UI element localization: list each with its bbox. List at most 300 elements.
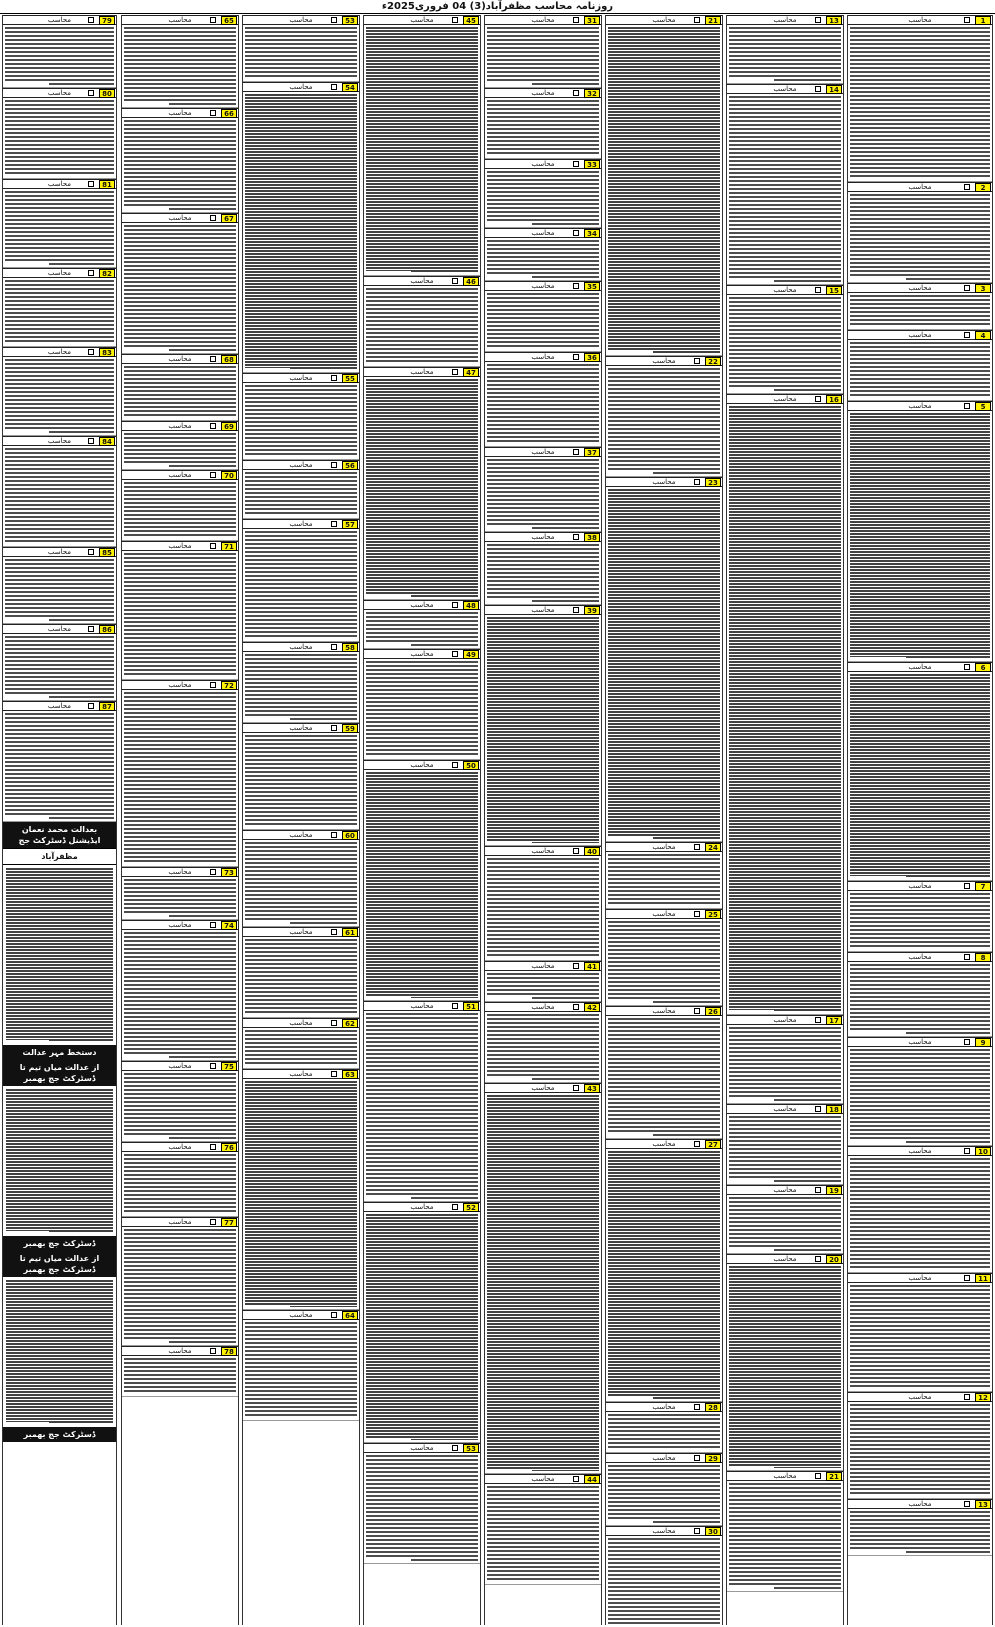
classified-ad xyxy=(848,952,992,1037)
ad-title: محاسب xyxy=(410,761,434,769)
ad-title: محاسب xyxy=(773,1186,797,1194)
ad-number-badge: 13 xyxy=(826,16,842,25)
ad-title: محاسب xyxy=(773,286,797,294)
ad-body-text xyxy=(606,1149,722,1401)
ad-number-badge: 73 xyxy=(221,868,237,877)
ad-header xyxy=(485,532,601,542)
ad-title: محاسب xyxy=(168,355,192,363)
text-lines xyxy=(850,1158,990,1270)
square-icon xyxy=(964,285,970,291)
ad-header xyxy=(122,15,238,25)
square-icon xyxy=(210,356,216,362)
square-icon xyxy=(88,270,94,276)
ad-number-badge: 80 xyxy=(99,89,115,98)
ad-title: محاسب xyxy=(908,1500,932,1508)
classified-ad xyxy=(3,547,116,624)
ad-number-badge: 40 xyxy=(584,847,600,856)
masthead: روزنامہ محاسب مظفرآباد(3) 04 فروری2025ء xyxy=(0,0,995,14)
ad-header xyxy=(485,159,601,169)
ad-body-text xyxy=(848,340,992,400)
square-icon xyxy=(210,215,216,221)
classified-ad xyxy=(243,642,359,723)
classified-ad xyxy=(122,470,238,541)
ad-body-text xyxy=(364,377,480,599)
ad-number-badge: 78 xyxy=(221,1347,237,1356)
ad-number-badge: 76 xyxy=(221,1143,237,1152)
ad-body-text xyxy=(848,1283,992,1391)
ad-header xyxy=(243,1069,359,1079)
ad-header xyxy=(122,108,238,118)
ad-header xyxy=(122,867,238,877)
square-icon xyxy=(88,349,94,355)
ad-header xyxy=(606,1402,722,1412)
ad-title: محاسب xyxy=(652,910,676,918)
classified-ad xyxy=(3,268,116,347)
ad-number-badge: 53 xyxy=(342,16,358,25)
square-icon xyxy=(964,332,970,338)
ad-number-badge: 54 xyxy=(342,83,358,92)
square-icon xyxy=(88,549,94,555)
classified-ad xyxy=(122,680,238,867)
classified-ad xyxy=(848,15,992,182)
square-icon xyxy=(210,1063,216,1069)
ad-number-badge: 14 xyxy=(826,85,842,94)
classified-ad xyxy=(485,846,601,961)
classified-ad xyxy=(606,1006,722,1139)
classified-ad xyxy=(3,701,116,822)
ad-header xyxy=(364,276,480,286)
square-icon xyxy=(815,17,821,23)
ad-body-text xyxy=(243,1320,359,1420)
ad-number-badge: 58 xyxy=(342,643,358,652)
text-lines xyxy=(729,96,841,282)
ad-number-badge: 44 xyxy=(584,1475,600,1484)
ad-body-text xyxy=(727,1481,843,1591)
ad-header xyxy=(848,15,992,25)
ad-number-badge: 55 xyxy=(342,374,358,383)
square-icon xyxy=(452,278,458,284)
ad-header xyxy=(122,1142,238,1152)
ad-body-text xyxy=(122,551,238,679)
ad-title: محاسب xyxy=(773,1472,797,1480)
square-icon xyxy=(815,396,821,402)
ad-body-text xyxy=(122,480,238,540)
square-icon xyxy=(210,110,216,116)
ad-body-text xyxy=(606,919,722,1005)
ad-title: محاسب xyxy=(47,16,72,24)
classified-ad xyxy=(848,330,992,401)
square-icon xyxy=(573,848,579,854)
ad-number-badge: 87 xyxy=(99,702,115,711)
ad-body-text xyxy=(485,291,601,351)
ad-header xyxy=(485,961,601,971)
text-lines xyxy=(124,932,236,1058)
classified-ad xyxy=(727,84,843,285)
ad-title: محاسب xyxy=(652,1140,676,1148)
ad-title: محاسب xyxy=(289,928,313,936)
ad-body-text xyxy=(122,1356,238,1396)
ad-body-text xyxy=(122,690,238,866)
text-lines xyxy=(124,366,236,418)
ad-header xyxy=(3,701,116,711)
text-lines xyxy=(366,1214,478,1440)
ad-header xyxy=(3,436,116,446)
classified-ad xyxy=(243,1310,359,1421)
ad-header xyxy=(485,15,601,25)
classified-ad xyxy=(727,1185,843,1254)
ad-header xyxy=(243,927,359,937)
ad-number-badge: 59 xyxy=(342,724,358,733)
ad-number-badge: 57 xyxy=(342,520,358,529)
square-icon xyxy=(88,181,94,187)
text-lines xyxy=(245,472,357,516)
square-icon xyxy=(573,1476,579,1482)
ad-body-text xyxy=(485,542,601,604)
classified-ad xyxy=(485,961,601,1002)
ad-body-text xyxy=(606,1016,722,1138)
classified-ad xyxy=(364,760,480,1001)
ad-title: محاسب xyxy=(531,229,555,237)
text-lines xyxy=(124,27,236,105)
ad-number-badge: 10 xyxy=(975,1147,991,1156)
text-lines xyxy=(5,27,114,85)
ad-header xyxy=(243,1310,359,1320)
ad-header xyxy=(364,600,480,610)
ad-body-text xyxy=(848,891,992,951)
text-lines xyxy=(366,379,478,597)
ad-body-text xyxy=(848,1047,992,1145)
ad-body-text xyxy=(122,1071,238,1141)
square-icon xyxy=(210,1348,216,1354)
text-lines xyxy=(245,531,357,639)
text-lines xyxy=(487,544,599,602)
column-4 xyxy=(484,15,602,1625)
text-lines xyxy=(608,1465,720,1523)
ad-header xyxy=(848,182,992,192)
text-lines xyxy=(850,893,990,949)
ad-number-badge: 24 xyxy=(705,843,721,852)
text-lines xyxy=(850,194,990,280)
square-icon xyxy=(331,1071,337,1077)
text-lines xyxy=(487,1095,599,1471)
court-notice-heading: از عدالت میاں تیم تا ڈسٹرکٹ جج بھمبر xyxy=(3,1251,116,1277)
ad-header xyxy=(848,662,992,672)
classified-ad xyxy=(122,421,238,470)
classified-ad xyxy=(364,1202,480,1443)
column-7 xyxy=(121,15,239,1625)
text-lines xyxy=(124,553,236,677)
text-lines xyxy=(608,368,720,474)
text-lines xyxy=(245,1081,357,1307)
ad-title: محاسب xyxy=(531,1084,555,1092)
ad-body-text xyxy=(243,937,359,1017)
text-lines xyxy=(487,171,599,225)
ad-number-badge: 16 xyxy=(826,395,842,404)
classified-ad xyxy=(243,927,359,1018)
ad-title: محاسب xyxy=(289,1070,313,1078)
court-notice-heading: بعدالت محمد نعمان ایڈیشنل ڈسٹرکٹ جج xyxy=(3,822,116,848)
ad-title: محاسب xyxy=(531,89,555,97)
text-lines xyxy=(729,1116,841,1182)
ad-title: محاسب xyxy=(168,471,192,479)
square-icon xyxy=(964,664,970,670)
ad-number-badge: 28 xyxy=(705,1403,721,1412)
ad-number-badge: 43 xyxy=(584,1084,600,1093)
ad-number-badge: 13 xyxy=(975,1500,991,1509)
square-icon xyxy=(964,1501,970,1507)
ad-title: محاسب xyxy=(168,422,192,430)
ad-body-text xyxy=(3,357,116,435)
text-lines xyxy=(245,1322,357,1418)
ad-title: محاسب xyxy=(410,601,434,609)
ad-header xyxy=(606,1139,722,1149)
ad-title: محاسب xyxy=(531,16,555,24)
ad-header xyxy=(727,1254,843,1264)
square-icon xyxy=(452,602,458,608)
text-lines xyxy=(850,1511,990,1553)
ad-body-text xyxy=(727,1025,843,1103)
ad-number-badge: 3 xyxy=(975,284,991,293)
classified-ad xyxy=(848,1037,992,1146)
classified-ad xyxy=(364,649,480,760)
ad-header xyxy=(606,1453,722,1463)
ad-title: محاسب xyxy=(652,16,676,24)
square-icon xyxy=(210,1144,216,1150)
classified-ad xyxy=(243,82,359,373)
ad-header xyxy=(485,88,601,98)
text-lines xyxy=(366,27,478,273)
text-lines xyxy=(487,240,599,278)
ad-title: محاسب xyxy=(410,1203,434,1211)
ad-number-badge: 21 xyxy=(705,16,721,25)
classified-ad xyxy=(727,1104,843,1185)
square-icon xyxy=(331,84,337,90)
ad-header xyxy=(485,846,601,856)
square-icon xyxy=(694,1528,700,1534)
ad-title: محاسب xyxy=(289,16,313,24)
ad-header xyxy=(122,354,238,364)
ad-header xyxy=(485,447,601,457)
ad-body-text xyxy=(727,1195,843,1253)
ad-body-text xyxy=(122,223,238,353)
ad-body-text xyxy=(485,25,601,87)
ad-number-badge: 64 xyxy=(342,1311,358,1320)
text-lines xyxy=(5,713,114,819)
ad-body-text xyxy=(122,431,238,469)
square-icon xyxy=(694,911,700,917)
square-icon xyxy=(694,1008,700,1014)
text-lines xyxy=(124,1073,236,1139)
classified-ad xyxy=(122,15,238,108)
square-icon xyxy=(815,86,821,92)
text-lines xyxy=(608,27,720,353)
column-5 xyxy=(363,15,481,1625)
ad-header xyxy=(243,460,359,470)
ad-body-text xyxy=(485,856,601,960)
square-icon xyxy=(964,954,970,960)
classified-ad xyxy=(3,179,116,268)
classified-ad xyxy=(122,1061,238,1142)
ad-title: محاسب xyxy=(652,1403,676,1411)
text-lines xyxy=(6,868,113,1042)
ad-body-text xyxy=(122,1152,238,1216)
ad-header xyxy=(364,1001,480,1011)
square-icon xyxy=(964,883,970,889)
ad-body-text xyxy=(485,457,601,531)
ad-number-badge: 15 xyxy=(826,286,842,295)
ad-number-badge: 9 xyxy=(975,1038,991,1047)
ad-number-badge: 37 xyxy=(584,448,600,457)
ad-body-text xyxy=(848,672,992,880)
text-lines xyxy=(608,1151,720,1399)
classified-ad xyxy=(606,356,722,477)
text-lines xyxy=(5,448,114,544)
ad-number-badge: 34 xyxy=(584,229,600,238)
text-lines xyxy=(245,385,357,457)
ad-body-text xyxy=(848,192,992,282)
ad-header xyxy=(727,394,843,404)
classified-ad xyxy=(848,662,992,881)
court-notice-footer: ڈسٹرکٹ جج بھمبر xyxy=(3,1236,116,1251)
ad-title: محاسب xyxy=(531,1003,555,1011)
classified-ad xyxy=(606,909,722,1006)
square-icon xyxy=(331,832,337,838)
ad-title: محاسب xyxy=(47,625,72,633)
ad-header xyxy=(122,680,238,690)
square-icon xyxy=(331,1020,337,1026)
classified-ad xyxy=(485,1083,601,1474)
text-lines xyxy=(124,225,236,351)
ad-body-text xyxy=(364,1011,480,1201)
ad-body-text xyxy=(3,557,116,623)
ad-title: محاسب xyxy=(652,1007,676,1015)
ad-header xyxy=(243,519,359,529)
square-icon xyxy=(815,1473,821,1479)
ad-body-text xyxy=(727,94,843,284)
classified-ad xyxy=(727,1471,843,1592)
ad-header xyxy=(485,228,601,238)
square-icon xyxy=(964,184,970,190)
ad-number-badge: 11 xyxy=(975,1274,991,1283)
text-lines xyxy=(366,661,478,757)
ad-title: محاسب xyxy=(531,533,555,541)
classified-ad xyxy=(122,541,238,680)
ad-number-badge: 69 xyxy=(221,422,237,431)
classified-ad xyxy=(485,15,601,88)
classified-ad xyxy=(485,281,601,352)
ad-title: محاسب xyxy=(908,953,932,961)
ad-header xyxy=(243,830,359,840)
ad-body-text xyxy=(3,634,116,700)
text-lines xyxy=(850,27,990,179)
ad-header xyxy=(485,281,601,291)
ad-title: محاسب xyxy=(168,214,192,222)
classified-ad xyxy=(364,276,480,367)
classified-ad xyxy=(485,605,601,846)
classified-ad xyxy=(3,15,116,88)
ad-title: محاسب xyxy=(168,681,192,689)
ad-title: محاسب xyxy=(47,348,72,356)
square-icon xyxy=(573,607,579,613)
ad-body-text xyxy=(485,169,601,227)
ad-title: محاسب xyxy=(908,663,932,671)
text-lines xyxy=(729,27,841,81)
text-lines xyxy=(487,858,599,958)
classified-ad xyxy=(122,108,238,213)
text-lines xyxy=(608,489,720,839)
text-lines xyxy=(124,1358,236,1394)
ad-header xyxy=(3,179,116,189)
square-icon xyxy=(573,354,579,360)
ad-title: محاسب xyxy=(289,643,313,651)
classified-ad xyxy=(606,1139,722,1402)
text-lines xyxy=(5,280,114,344)
classified-ad xyxy=(364,15,480,276)
ad-number-badge: 71 xyxy=(221,542,237,551)
classified-ad xyxy=(243,830,359,927)
classified-ad xyxy=(485,532,601,605)
ad-body-text xyxy=(485,362,601,446)
ad-body-text xyxy=(122,1227,238,1345)
text-lines xyxy=(124,692,236,864)
text-lines xyxy=(850,1049,990,1143)
ad-header xyxy=(848,283,992,293)
classified-ad xyxy=(848,1392,992,1499)
text-lines xyxy=(487,27,599,85)
ad-header xyxy=(122,213,238,223)
ad-body-text xyxy=(243,1079,359,1309)
classified-ad xyxy=(485,447,601,532)
column-1 xyxy=(847,15,993,1625)
classified-ad xyxy=(243,723,359,830)
classified-ad xyxy=(122,354,238,421)
ad-body-text xyxy=(364,659,480,759)
square-icon xyxy=(815,1187,821,1193)
ad-body-text xyxy=(727,404,843,1014)
ad-number-badge: 72 xyxy=(221,681,237,690)
ad-body-text xyxy=(727,1264,843,1470)
square-icon xyxy=(331,1312,337,1318)
text-lines xyxy=(608,854,720,906)
ad-header xyxy=(122,541,238,551)
ad-title: محاسب xyxy=(908,1147,932,1155)
ad-number-badge: 77 xyxy=(221,1218,237,1227)
square-icon xyxy=(452,17,458,23)
ad-body-text xyxy=(727,25,843,83)
ad-number-badge: 52 xyxy=(463,1203,479,1212)
ad-header xyxy=(243,373,359,383)
ad-body-text xyxy=(485,615,601,845)
ad-header xyxy=(727,285,843,295)
ad-number-badge: 65 xyxy=(221,16,237,25)
ad-title: محاسب xyxy=(652,478,676,486)
column-8 xyxy=(2,15,117,1625)
ad-body-text xyxy=(243,1028,359,1068)
text-lines xyxy=(850,674,990,878)
ad-number-badge: 6 xyxy=(975,663,991,672)
text-lines xyxy=(124,433,236,467)
square-icon xyxy=(452,1204,458,1210)
square-icon xyxy=(964,1148,970,1154)
text-lines xyxy=(487,293,599,349)
text-lines xyxy=(6,1089,113,1233)
text-lines xyxy=(5,359,114,433)
ad-title: محاسب xyxy=(531,847,555,855)
classified-ad xyxy=(485,352,601,447)
ad-title: محاسب xyxy=(410,1002,434,1010)
ad-body-text xyxy=(243,652,359,722)
classified-ad xyxy=(3,88,116,179)
